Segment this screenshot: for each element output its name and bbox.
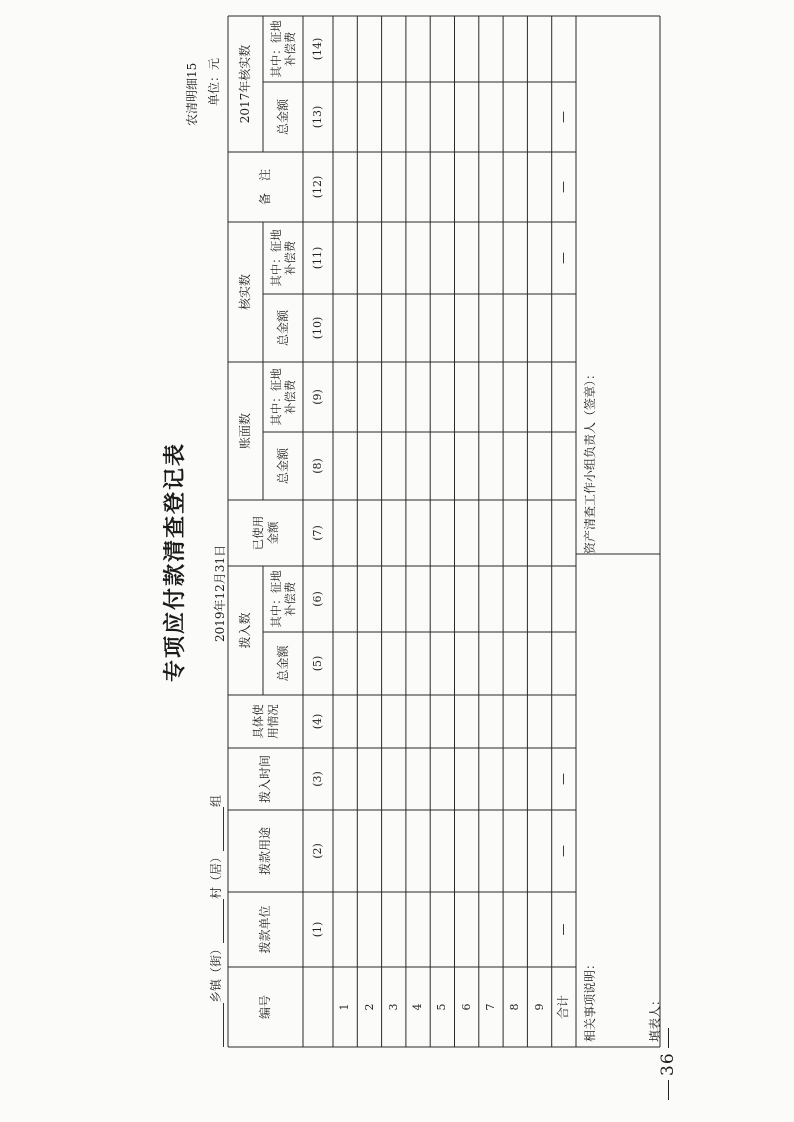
table-cell[interactable]	[479, 892, 503, 967]
table-cell[interactable]	[527, 500, 551, 566]
header-usage: 具体使 用情况	[251, 704, 280, 739]
table-cell[interactable]	[527, 810, 551, 892]
table-cell[interactable]	[357, 82, 381, 152]
table-cell[interactable]	[503, 566, 527, 632]
table-cell[interactable]	[455, 362, 479, 432]
column-number: (7)	[311, 525, 325, 541]
table-cell[interactable]	[406, 500, 430, 566]
table-cell[interactable]	[527, 362, 551, 432]
table-cell[interactable]	[479, 632, 503, 695]
table-cell[interactable]	[406, 16, 430, 82]
header-id: 编号	[258, 995, 272, 1020]
table-cell[interactable]	[503, 810, 527, 892]
table-cell[interactable]	[406, 362, 430, 432]
table-cell[interactable]	[357, 432, 381, 500]
table-cell[interactable]	[455, 16, 479, 82]
total-row-dash: —	[556, 252, 571, 264]
table-cell[interactable]	[430, 892, 454, 967]
table-cell[interactable]	[333, 810, 357, 892]
table-cell[interactable]	[430, 16, 454, 82]
table-cell[interactable]	[503, 16, 527, 82]
table-cell[interactable]	[479, 362, 503, 432]
header-book-total: 总金额	[275, 448, 290, 485]
table-cell[interactable]	[527, 294, 551, 362]
table-cell[interactable]	[382, 362, 406, 432]
report-date: 2019年12月31日	[213, 544, 227, 642]
total-row-dash: —	[556, 181, 571, 193]
table-cell[interactable]	[382, 566, 406, 632]
header-remarks: 备 注	[258, 169, 272, 206]
table-cell[interactable]	[406, 695, 430, 748]
form-code: 农清明细15	[185, 62, 199, 126]
table-cell[interactable]	[430, 748, 454, 810]
total-row-label: 合计	[556, 995, 571, 1020]
table-cell[interactable]	[333, 566, 357, 632]
table-cell[interactable]	[455, 222, 479, 294]
group-label: 组	[209, 794, 223, 807]
table-cell[interactable]	[479, 432, 503, 500]
table-cell[interactable]	[357, 892, 381, 967]
table-cell[interactable]	[527, 432, 551, 500]
table-cell[interactable]	[430, 566, 454, 632]
table-cell[interactable]	[382, 810, 406, 892]
table-cell[interactable]	[430, 632, 454, 695]
table-cell[interactable]	[455, 810, 479, 892]
table-cell[interactable]	[503, 82, 527, 152]
table-cell[interactable]	[527, 748, 551, 810]
header-group-verified: 核实数	[238, 274, 252, 311]
table-cell[interactable]	[357, 294, 381, 362]
column-number: (9)	[311, 389, 325, 405]
column-number: (8)	[311, 458, 325, 474]
table-cell[interactable]	[527, 695, 551, 748]
header-allocation-time: 拨入时间	[258, 755, 272, 804]
table-cell[interactable]	[503, 632, 527, 695]
table-cell[interactable]	[333, 748, 357, 810]
table-cell[interactable]	[382, 695, 406, 748]
table-cell[interactable]	[430, 152, 454, 222]
table-cell[interactable]	[406, 294, 430, 362]
column-number: (10)	[311, 316, 325, 340]
table-cell[interactable]	[455, 500, 479, 566]
table-cell[interactable]	[455, 566, 479, 632]
signature-label: 资产清查工作小组负责人（签章）：	[583, 367, 597, 554]
table-cell[interactable]	[455, 892, 479, 967]
unit-label: 单位：元	[207, 57, 221, 106]
table-cell[interactable]	[406, 632, 430, 695]
table-cell[interactable]	[430, 695, 454, 748]
table-cell[interactable]	[479, 82, 503, 152]
table-cell[interactable]	[455, 294, 479, 362]
header-used-amount: 已使用 金额	[251, 515, 280, 551]
table-cell[interactable]	[479, 294, 503, 362]
table-cell[interactable]	[357, 695, 381, 748]
header-verified-land: 其中：征地 补偿费	[268, 229, 297, 287]
header-allocating-unit: 拨款单位	[258, 905, 272, 954]
table-cell[interactable]	[382, 500, 406, 566]
village-label: 村（居）	[209, 850, 223, 899]
table-cell[interactable]	[503, 432, 527, 500]
table-cell[interactable]	[333, 362, 357, 432]
table-cell[interactable]	[503, 748, 527, 810]
total-row-dash: —	[556, 923, 571, 936]
table-cell[interactable]	[357, 632, 381, 695]
table-cell[interactable]	[406, 222, 430, 294]
table-cell[interactable]	[479, 695, 503, 748]
page-number: 36	[658, 1024, 678, 1104]
table-cell[interactable]	[357, 810, 381, 892]
column-number: (2)	[311, 843, 325, 859]
table-cell[interactable]	[406, 82, 430, 152]
header-verified-total: 总金额	[275, 310, 290, 347]
column-number: (13)	[311, 105, 325, 129]
table-cell[interactable]	[430, 362, 454, 432]
table-row-number: 4	[411, 1003, 425, 1011]
table-cell[interactable]	[527, 82, 551, 152]
table-cell[interactable]	[503, 294, 527, 362]
explanation-label: 相关事项说明：	[583, 957, 597, 1042]
table-cell[interactable]	[357, 748, 381, 810]
table-cell[interactable]	[406, 810, 430, 892]
table-row-number: 6	[459, 1003, 473, 1011]
table-cell[interactable]	[382, 892, 406, 967]
table-cell[interactable]	[357, 16, 381, 82]
table-cell[interactable]	[479, 810, 503, 892]
table-cell[interactable]	[479, 152, 503, 222]
table-row-number: 3	[386, 1003, 400, 1011]
table-cell[interactable]	[527, 152, 551, 222]
table-cell[interactable]	[406, 432, 430, 500]
table-cell[interactable]	[333, 695, 357, 748]
column-number: (14)	[311, 37, 325, 61]
table-cell[interactable]	[503, 362, 527, 432]
table-cell[interactable]	[333, 222, 357, 294]
total-row-dash: —	[556, 773, 571, 785]
table-cell[interactable]	[333, 294, 357, 362]
table-cell[interactable]	[382, 82, 406, 152]
table-cell[interactable]	[382, 432, 406, 500]
table-cell[interactable]	[430, 500, 454, 566]
table-cell[interactable]	[406, 892, 430, 967]
total-row-dash: —	[556, 111, 571, 123]
table-cell[interactable]	[479, 748, 503, 810]
table-cell[interactable]	[479, 566, 503, 632]
table-cell[interactable]	[479, 222, 503, 294]
table-cell[interactable]	[357, 362, 381, 432]
page-title: 专项应付款清查登记表	[162, 441, 188, 682]
table-cell[interactable]	[455, 432, 479, 500]
column-number: (11)	[311, 246, 325, 270]
table-cell[interactable]	[357, 222, 381, 294]
table-cell[interactable]	[430, 294, 454, 362]
table-cell[interactable]	[333, 152, 357, 222]
table-cell[interactable]	[503, 152, 527, 222]
table-cell[interactable]	[455, 632, 479, 695]
header-group-2017: 2017年核实数	[238, 44, 252, 124]
table-cell[interactable]	[503, 695, 527, 748]
table-cell[interactable]	[333, 632, 357, 695]
table-cell[interactable]	[455, 82, 479, 152]
column-number: (6)	[311, 591, 325, 607]
table-cell[interactable]	[479, 500, 503, 566]
table-cell[interactable]	[333, 82, 357, 152]
column-number: (5)	[311, 655, 325, 672]
table-cell[interactable]	[382, 748, 406, 810]
table-cell[interactable]	[382, 632, 406, 695]
table-cell[interactable]	[527, 892, 551, 967]
table-cell[interactable]	[382, 152, 406, 222]
column-number: (4)	[311, 713, 325, 730]
table-cell[interactable]	[406, 748, 430, 810]
table-cell[interactable]	[333, 500, 357, 566]
column-number: (1)	[311, 921, 325, 938]
table-row-number: 5	[435, 1003, 449, 1011]
table-cell[interactable]	[527, 632, 551, 695]
header-group-allocated: 拨入数	[238, 612, 252, 649]
table-cell[interactable]	[382, 16, 406, 82]
table-cell[interactable]	[382, 222, 406, 294]
table-cell[interactable]	[333, 892, 357, 967]
table-cell[interactable]	[333, 432, 357, 500]
table-row-number: 8	[508, 1003, 522, 1011]
header-alloc-total: 总金额	[275, 645, 290, 682]
table-cell[interactable]	[479, 16, 503, 82]
table-cell[interactable]	[455, 695, 479, 748]
table-cell[interactable]	[503, 222, 527, 294]
town-label: 乡镇（街）	[209, 942, 223, 1003]
header-alloc-land: 其中：征地 补偿费	[268, 570, 297, 628]
table-row-number: 1	[338, 1003, 352, 1011]
filer-label: 填表人：	[648, 993, 662, 1042]
table-cell[interactable]	[357, 566, 381, 632]
header-book-land: 其中：征地 补偿费	[268, 368, 297, 426]
header-2017-total: 总金额	[275, 99, 290, 136]
table-cell[interactable]	[406, 152, 430, 222]
column-number: (3)	[311, 771, 325, 787]
total-row-dash: —	[556, 845, 571, 857]
table-cell[interactable]	[430, 810, 454, 892]
table-cell[interactable]	[430, 82, 454, 152]
table-cell[interactable]	[455, 152, 479, 222]
table-cell[interactable]	[527, 222, 551, 294]
header-group-book: 账面数	[238, 413, 252, 450]
table-cell[interactable]	[503, 892, 527, 967]
table-cell[interactable]	[455, 748, 479, 810]
header-purpose: 拨款用途	[258, 827, 272, 876]
table-cell[interactable]	[406, 566, 430, 632]
header-2017-land: 其中：征地 补偿费	[268, 20, 297, 78]
column-number: (12)	[311, 175, 325, 199]
table-cell[interactable]	[357, 152, 381, 222]
table-cell[interactable]	[503, 500, 527, 566]
table-cell[interactable]	[527, 16, 551, 82]
table-cell[interactable]	[382, 294, 406, 362]
table-row-number: 7	[484, 1003, 498, 1011]
table-cell[interactable]	[430, 432, 454, 500]
table-row-number: 2	[362, 1003, 376, 1011]
table-cell[interactable]	[527, 566, 551, 632]
table-cell[interactable]	[357, 500, 381, 566]
table-row-number: 9	[532, 1003, 546, 1011]
table-cell[interactable]	[333, 16, 357, 82]
table-cell[interactable]	[430, 222, 454, 294]
